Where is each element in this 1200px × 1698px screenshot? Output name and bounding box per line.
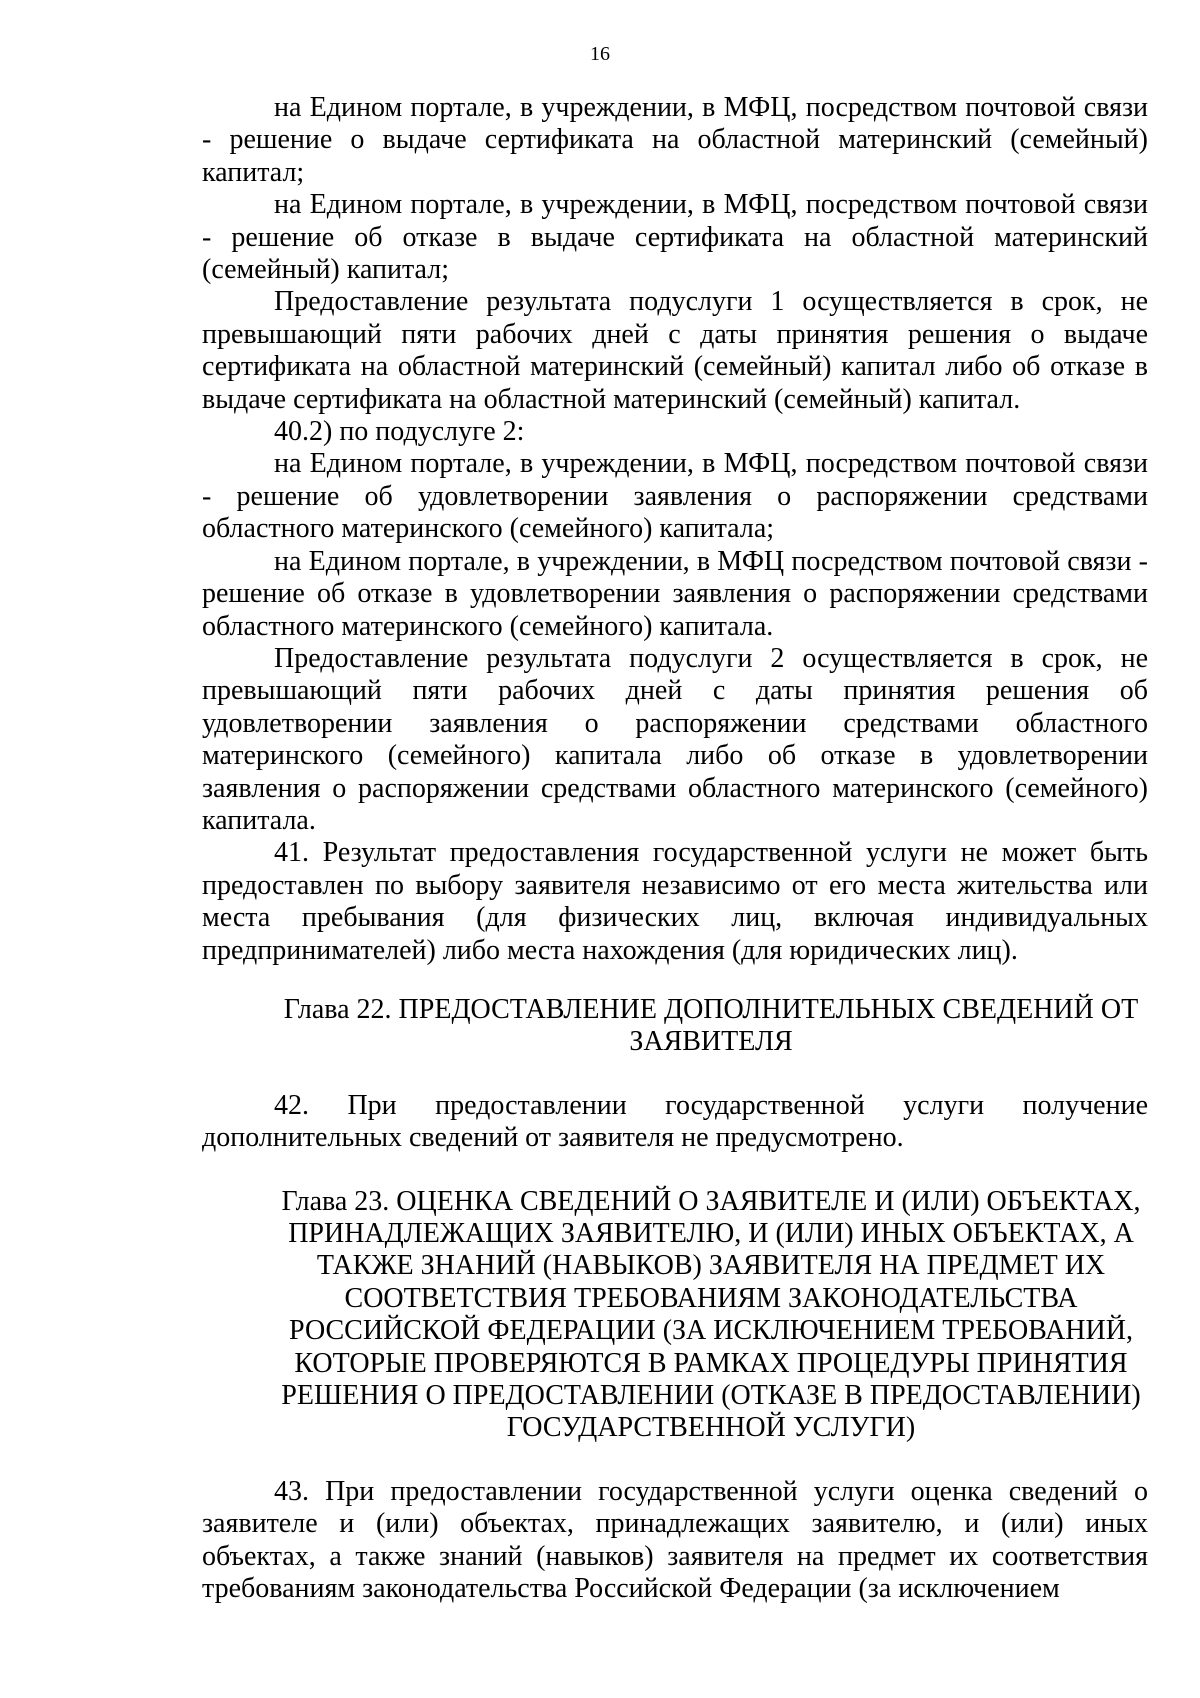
document-body: [202, 92, 1148, 1605]
page-number: 16: [590, 43, 610, 65]
paragraph-subservice-1-deadline: Предоставление результата подуслуги 1 осуществляется в срок, не превышающий пяти рабочих дней с даты принятия решения о выдаче сертификата на областной материнский (семейный) капитал либо об отказе в выдаче сертификата на областной материнский (семейный) капитал.: [202, 286, 1148, 415]
paragraph-result-disposal-refusal: на Едином портале, в учреждении, в МФЦ посредством почтовой связи - решение об отказе в удовлетворении заявления о распоряжении средствами областного материнского (семейного) капитала.: [202, 545, 1148, 642]
paragraph-result-disposal-approval: на Едином портале, в учреждении, в МФЦ, посредством почтовой связи - решение об удовлетворении заявления о распоряжении средствами областного материнского (семейного) капитала;: [202, 448, 1148, 545]
paragraph-item-41: 41. Результат предоставления государственной услуги не может быть предоставлен по выбору заявителя независимо от его места жительства или места пребывания (для физических лиц, включая индивидуальных предпринимателей) либо места нахождения (для юридических лиц).: [202, 837, 1148, 966]
paragraph-subservice-2-deadline: Предоставление результата подуслуги 2 осуществляется в срок, не превышающий пяти рабочих дней с даты принятия решения об удовлетворении заявления о распоряжении средствами областного материнского (семейного) капитала либо об отказе в удовлетворении заявления о распоряжении средствами областного материнского (семейного) капитала.: [202, 642, 1148, 836]
paragraph-subservice-2-intro: 40.2) по подуслуге 2:: [274, 416, 525, 448]
chapter-23-heading: Глава 23. ОЦЕНКА СВЕДЕНИЙ О ЗАЯВИТЕЛЕ И (ИЛИ) ОБЪЕКТАХ, ПРИНАДЛЕЖАЩИХ ЗАЯВИТЕЛЮ, И (ИЛИ) ИНЫХ ОБЪЕКТАХ, А ТАКЖЕ ЗНАНИЙ (НАВЫКОВ) ЗАЯВИТЕЛЯ НА ПРЕДМЕТ ИХ СООТВЕТСТВИЯ ТРЕБОВАНИЯМ ЗАКОНОДАТЕЛЬСТВА РОССИЙСКОЙ ФЕДЕРАЦИИ (ЗА ИСКЛЮЧЕНИЕМ ТРЕБОВАНИЙ, КОТОРЫЕ ПРОВЕРЯЮТСЯ В РАМКАХ ПРОЦЕДУРЫ ПРИНЯТИЯ РЕШЕНИЯ О ПРЕДОСТАВЛЕНИИ (ОТКАЗЕ В ПРЕДОСТАВЛЕНИИ) ГОСУДАРСТВЕННОЙ УСЛУГИ): [281, 1185, 1141, 1444]
paragraph-result-certificate-issue: на Едином портале, в учреждении, в МФЦ, посредством почтовой связи - решение о выдаче сертификата на областной материнский (семейный) капитал;: [202, 92, 1148, 188]
chapter-22-heading: Глава 22. ПРЕДОСТАВЛЕНИЕ ДОПОЛНИТЕЛЬНЫХ СВЕДЕНИЙ ОТ ЗАЯВИТЕЛЯ: [283, 993, 1139, 1058]
paragraph-result-certificate-refusal: на Едином портале, в учреждении, в МФЦ, посредством почтовой связи - решение об отказе в выдаче сертификата на областной материнский (семейный) капитал;: [202, 189, 1148, 286]
paragraph-item-42: 42. При предоставлении государственной услуги получение дополнительных сведений от заявителя не предусмотрено.: [202, 1089, 1148, 1154]
paragraph-item-43: 43. При предоставлении государственной услуги оценка сведений о заявителе и (или) объектах, принадлежащих заявителю, и (или) иных объектах, а также знаний (навыков) заявителя на предмет их соответствия требованиям законодательства Российской Федерации (за исключением: [202, 1475, 1148, 1605]
